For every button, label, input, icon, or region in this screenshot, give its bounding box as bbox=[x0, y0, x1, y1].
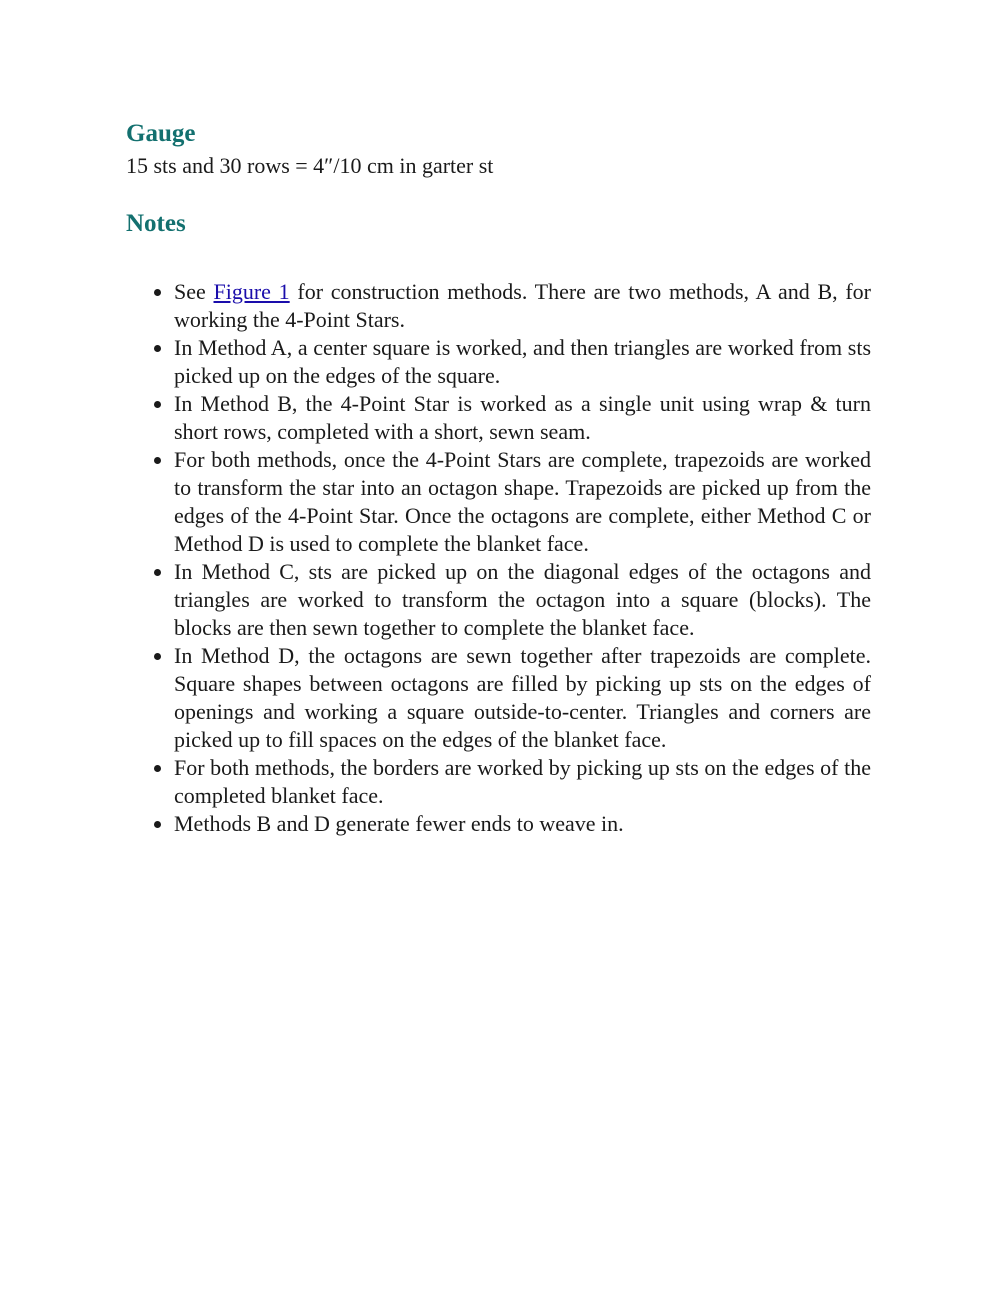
bullet-icon bbox=[154, 821, 161, 828]
list-item-text: Methods B and D generate fewer ends to weave in. bbox=[174, 811, 624, 836]
list-item-text: In Method C, sts are picked up on the diagonal edges of the octagons and triangles are worked to transform the octagon into a square (blocks). The blocks are then sewn together to complete the blanket face. bbox=[174, 559, 871, 640]
bullet-icon bbox=[154, 345, 161, 352]
bullet-icon bbox=[154, 569, 161, 576]
figure-1-link[interactable]: Figure 1 bbox=[213, 279, 290, 304]
list-item-text: For both methods, the borders are worked by picking up sts on the edges of the completed blanket face. bbox=[174, 755, 871, 808]
bullet-icon bbox=[154, 653, 161, 660]
list-item bbox=[126, 810, 871, 838]
list-item bbox=[126, 642, 871, 754]
list-item bbox=[126, 446, 871, 558]
bullet-icon bbox=[154, 289, 161, 296]
list-item-text: In Method D, the octagons are sewn together after trapezoids are complete. Square shapes between octagons are filled by picking up sts on the edges of openings and working a square outside-to-center. Triangles and corners are picked up to fill spaces on the edges of the blanket face. bbox=[174, 643, 871, 752]
bullet-icon bbox=[154, 457, 161, 464]
list-item-text: for construction methods. There are two methods, A and B, for working the 4-Point Stars. bbox=[174, 279, 871, 332]
gauge-heading: Gauge bbox=[126, 120, 196, 147]
list-item bbox=[126, 558, 871, 642]
list-item-prefix: See bbox=[174, 279, 214, 304]
list-item bbox=[126, 334, 871, 390]
bullet-icon bbox=[154, 765, 161, 772]
list-item bbox=[126, 278, 871, 334]
list-item-text: For both methods, once the 4-Point Stars are complete, trapezoids are worked to transform the star into an octagon shape. Trapezoids are picked up from the edges of the 4-Point Star. Once the octagons are complete, either Method C or Method D is used to complete the blanket face. bbox=[174, 447, 871, 556]
bullet-icon bbox=[154, 401, 161, 408]
notes-list bbox=[126, 278, 871, 838]
notes-heading: Notes bbox=[126, 210, 186, 237]
list-item-text: In Method A, a center square is worked, and then triangles are worked from sts picked up on the edges of the square. bbox=[174, 335, 871, 388]
list-item-text: In Method B, the 4-Point Star is worked as a single unit using wrap & turn short rows, completed with a short, sewn seam. bbox=[174, 391, 871, 444]
page-content bbox=[126, 116, 871, 838]
gauge-text: 15 sts and 30 rows = 4″/10 cm in garter st bbox=[126, 153, 494, 178]
list-item bbox=[126, 390, 871, 446]
list-item bbox=[126, 754, 871, 810]
